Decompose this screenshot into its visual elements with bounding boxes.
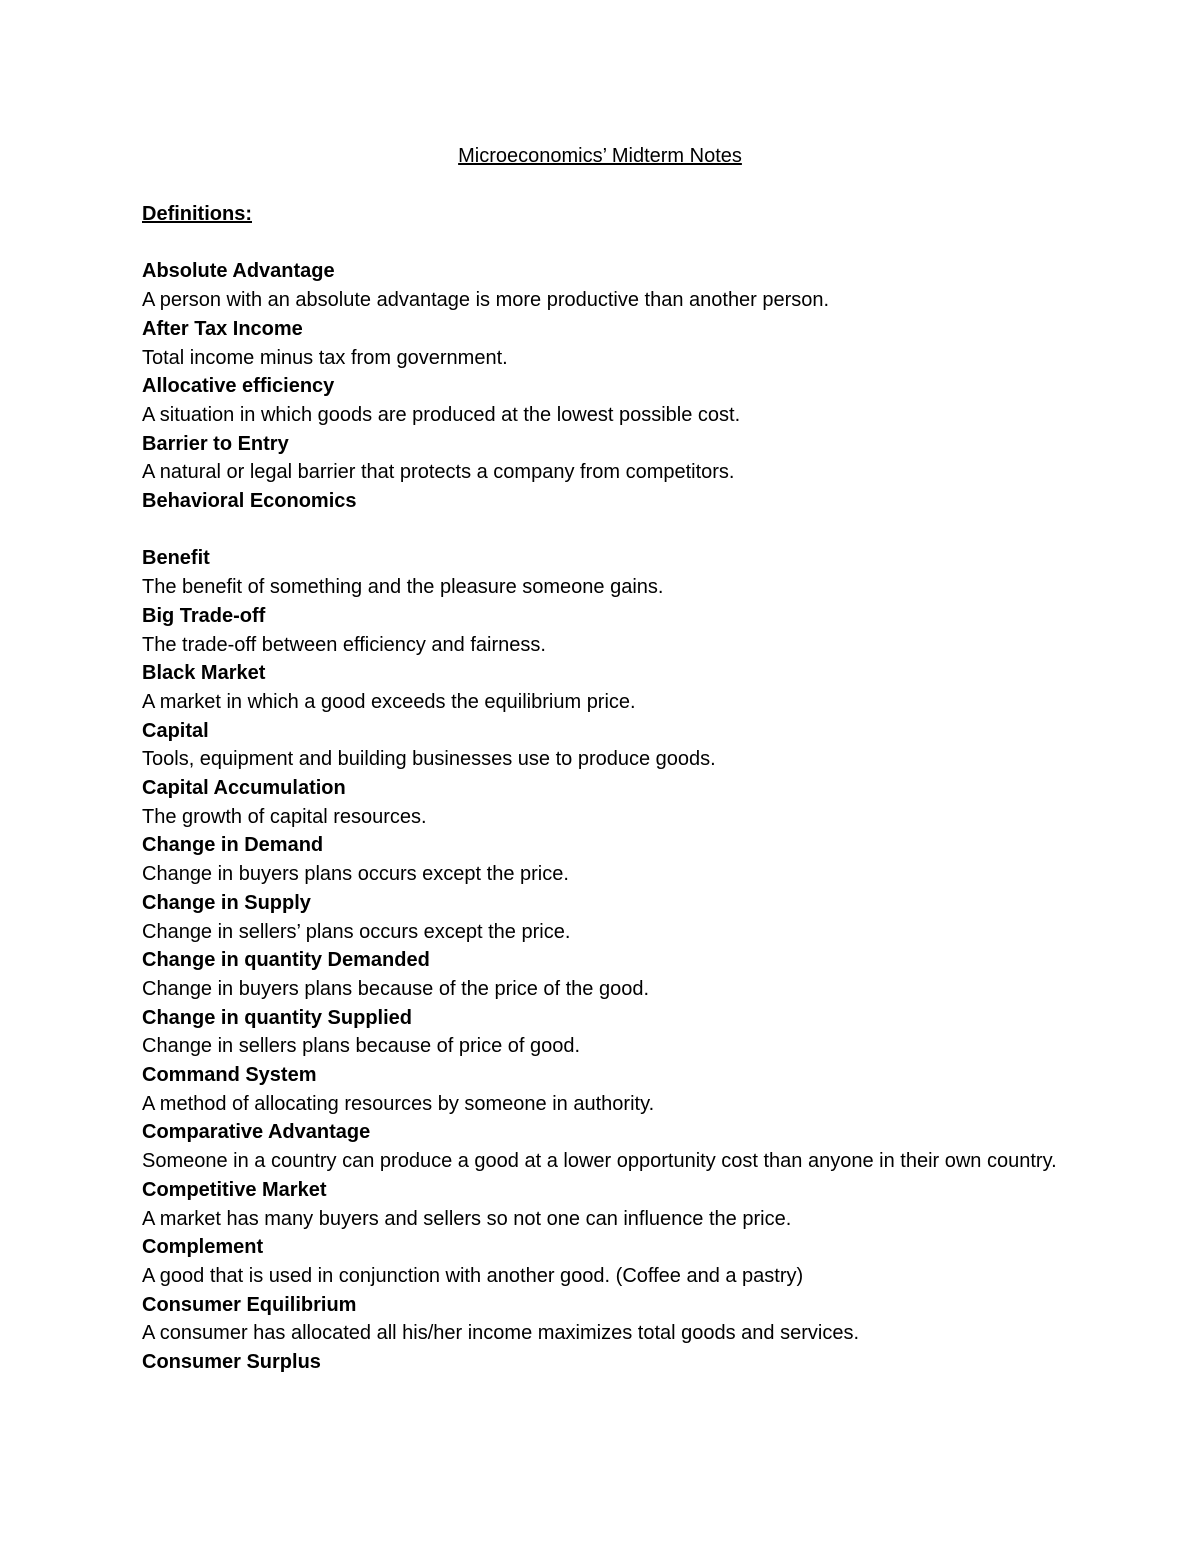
term-consumer-equilibrium: Consumer Equilibrium: [142, 1293, 357, 1316]
term-complement: Complement: [142, 1236, 264, 1259]
term-consumer-surplus: Consumer Surplus: [142, 1351, 321, 1374]
definition-command-system: A method of allocating resources by someone in authority.: [142, 1092, 655, 1115]
definition-change-in-quantity-demanded: Change in buyers plans because of the price of the good.: [142, 977, 650, 1000]
term-after-tax-income: After Tax Income: [142, 317, 303, 340]
definition-change-in-demand: Change in buyers plans occurs except the price.: [142, 863, 569, 886]
term-competitive-market: Competitive Market: [142, 1178, 327, 1201]
term-change-in-supply: Change in Supply: [142, 891, 311, 914]
term-absolute-advantage: Absolute Advantage: [142, 260, 335, 283]
term-behavioral-economics: Behavioral Economics: [142, 490, 357, 513]
definition-capital-accumulation: The growth of capital resources.: [142, 805, 427, 828]
term-benefit: Benefit: [142, 547, 210, 570]
document-title: Microeconomics’ Midterm Notes: [458, 145, 742, 167]
definition-black-market: A market in which a good exceeds the equilibrium price.: [142, 690, 636, 713]
definition-consumer-equilibrium: A consumer has allocated all his/her income maximizes total goods and services.: [142, 1322, 860, 1345]
definition-big-trade-off: The trade-off between efficiency and fairness.: [142, 633, 546, 656]
definition-comparative-advantage: Someone in a country can produce a good at a lower opportunity cost than anyone in their own country.: [142, 1150, 1057, 1173]
definition-complement: A good that is used in conjunction with another good. (Coffee and a pastry): [142, 1264, 804, 1287]
definition-capital: Tools, equipment and building businesses use to produce goods.: [142, 748, 716, 771]
definition-change-in-supply: Change in sellers’ plans occurs except the price.: [142, 920, 571, 943]
term-comparative-advantage: Comparative Advantage: [142, 1121, 371, 1144]
section-heading: Definitions:: [142, 203, 252, 225]
definition-behavioral-economics: [142, 516, 1062, 545]
definition-benefit: The benefit of something and the pleasure someone gains.: [142, 576, 664, 599]
definition-absolute-advantage: A person with an absolute advantage is more productive than another person.: [142, 289, 830, 312]
term-allocative-efficiency: Allocative efficiency: [142, 375, 335, 398]
term-command-system: Command System: [142, 1064, 317, 1087]
document-body: [142, 200, 1062, 1377]
definition-allocative-efficiency: A situation in which goods are produced at the lowest possible cost.: [142, 403, 741, 426]
definition-competitive-market: A market has many buyers and sellers so not one can influence the price.: [142, 1207, 792, 1230]
term-capital: Capital: [142, 719, 209, 742]
term-capital-accumulation: Capital Accumulation: [142, 777, 346, 800]
term-change-in-demand: Change in Demand: [142, 834, 324, 857]
term-barrier-to-entry: Barrier to Entry: [142, 432, 289, 455]
term-big-trade-off: Big Trade-off: [142, 604, 266, 627]
definition-after-tax-income: Total income minus tax from government.: [142, 346, 508, 369]
definition-barrier-to-entry: A natural or legal barrier that protects a company from competitors.: [142, 461, 735, 484]
term-change-in-quantity-supplied: Change in quantity Supplied: [142, 1006, 412, 1029]
definition-list: [142, 257, 1062, 1376]
term-change-in-quantity-demanded: Change in quantity Demanded: [142, 949, 430, 972]
term-black-market: Black Market: [142, 662, 266, 685]
definition-change-in-quantity-supplied: Change in sellers plans because of price of good.: [142, 1035, 581, 1058]
